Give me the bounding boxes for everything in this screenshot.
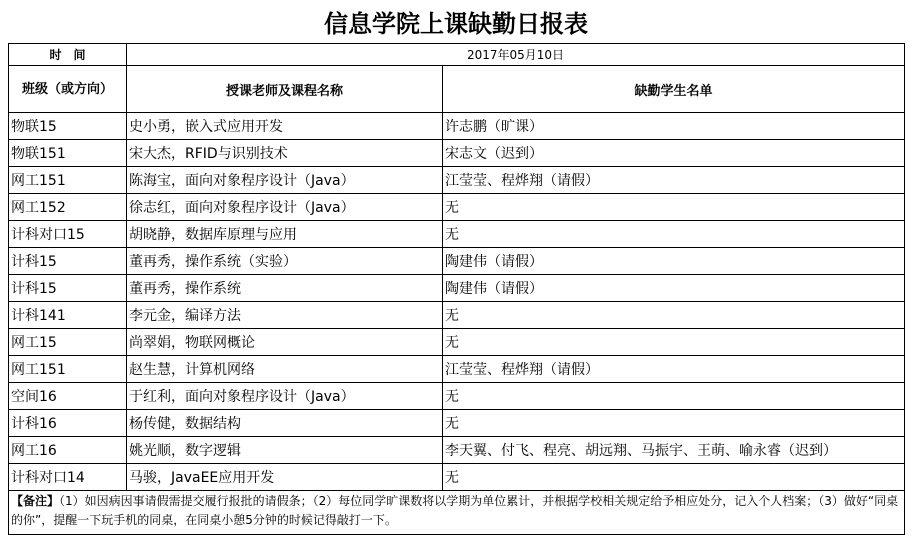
absence-table — [8, 43, 905, 535]
table-row — [9, 464, 905, 491]
cell-class: 网工151 — [9, 356, 127, 383]
table-row — [9, 437, 905, 464]
cell-teacher-course: 李元金，编译方法 — [127, 302, 443, 329]
cell-teacher-course: 姚光顺，数字逻辑 — [127, 437, 443, 464]
header-class: 班级（或方向） — [9, 66, 127, 113]
cell-absent: 无 — [443, 221, 905, 248]
time-row — [9, 44, 905, 66]
report-date: 2017年05月10日 — [127, 44, 905, 66]
cell-teacher-course: 胡晓静，数据库原理与应用 — [127, 221, 443, 248]
note-cell — [9, 491, 905, 535]
cell-class: 物联15 — [9, 113, 127, 140]
cell-teacher-course: 徐志红，面向对象程序设计（Java） — [127, 194, 443, 221]
cell-teacher-course: 宋大杰，RFID与识别技术 — [127, 140, 443, 167]
cell-class: 物联151 — [9, 140, 127, 167]
cell-absent: 无 — [443, 410, 905, 437]
table-row — [9, 167, 905, 194]
cell-class: 网工16 — [9, 437, 127, 464]
table-row — [9, 248, 905, 275]
table-row — [9, 410, 905, 437]
cell-class: 计科对口15 — [9, 221, 127, 248]
cell-class: 网工152 — [9, 194, 127, 221]
cell-class: 计科15 — [9, 275, 127, 302]
header-row — [9, 66, 905, 113]
cell-teacher-course: 董再秀，操作系统 — [127, 275, 443, 302]
table-row — [9, 329, 905, 356]
table-row — [9, 356, 905, 383]
cell-absent: 宋志文（迟到） — [443, 140, 905, 167]
note-tag: 【备注】 — [11, 494, 60, 508]
cell-teacher-course: 于红利，面向对象程序设计（Java） — [127, 383, 443, 410]
cell-class: 空间16 — [9, 383, 127, 410]
header-absent-students: 缺勤学生名单 — [443, 66, 905, 113]
cell-class: 网工15 — [9, 329, 127, 356]
cell-class: 计科对口14 — [9, 464, 127, 491]
cell-teacher-course: 杨传健，数据结构 — [127, 410, 443, 437]
cell-teacher-course: 尚翠娟，物联网概论 — [127, 329, 443, 356]
header-teacher-course: 授课老师及课程名称 — [127, 66, 443, 113]
table-row — [9, 194, 905, 221]
cell-teacher-course: 陈海宝，面向对象程序设计（Java） — [127, 167, 443, 194]
cell-absent: 陶建伟（请假） — [443, 248, 905, 275]
cell-class: 计科16 — [9, 410, 127, 437]
cell-absent: 无 — [443, 464, 905, 491]
cell-absent: 无 — [443, 383, 905, 410]
cell-absent: 陶建伟（请假） — [443, 275, 905, 302]
cell-absent: 江莹莹、程烨翔（请假） — [443, 167, 905, 194]
table-row — [9, 113, 905, 140]
note-text: （1）如因病因事请假需提交履行报批的请假条；（2）每位同学旷课数将以学期为单位累计，并根据学校相关规定给予相应处分，记入个人档案；（3）做好“同桌的你”，提醒一下玩手机的同桌，在同桌小憩5分钟的时候记得敲打一下。 — [11, 494, 899, 527]
report-title: 信息学院上课缺勤日报表 — [324, 10, 588, 38]
table-row — [9, 383, 905, 410]
cell-absent: 许志鹏（旷课） — [443, 113, 905, 140]
cell-absent: 李天翼、付飞、程亮、胡远翔、马振宇、王萌、喻永睿（迟到） — [443, 437, 905, 464]
cell-absent: 无 — [443, 302, 905, 329]
note-row — [9, 491, 905, 535]
table-row — [9, 275, 905, 302]
cell-class: 计科15 — [9, 248, 127, 275]
cell-absent: 无 — [443, 194, 905, 221]
cell-class: 计科141 — [9, 302, 127, 329]
table-row — [9, 221, 905, 248]
time-label: 时 间 — [9, 44, 127, 66]
cell-teacher-course: 马骏，JavaEE应用开发 — [127, 464, 443, 491]
cell-teacher-course: 史小勇，嵌入式应用开发 — [127, 113, 443, 140]
table-row — [9, 302, 905, 329]
cell-absent: 无 — [443, 329, 905, 356]
cell-class: 网工151 — [9, 167, 127, 194]
cell-teacher-course: 赵生慧，计算机网络 — [127, 356, 443, 383]
cell-teacher-course: 董再秀，操作系统（实验） — [127, 248, 443, 275]
cell-absent: 江莹莹、程烨翔（请假） — [443, 356, 905, 383]
table-row — [9, 140, 905, 167]
